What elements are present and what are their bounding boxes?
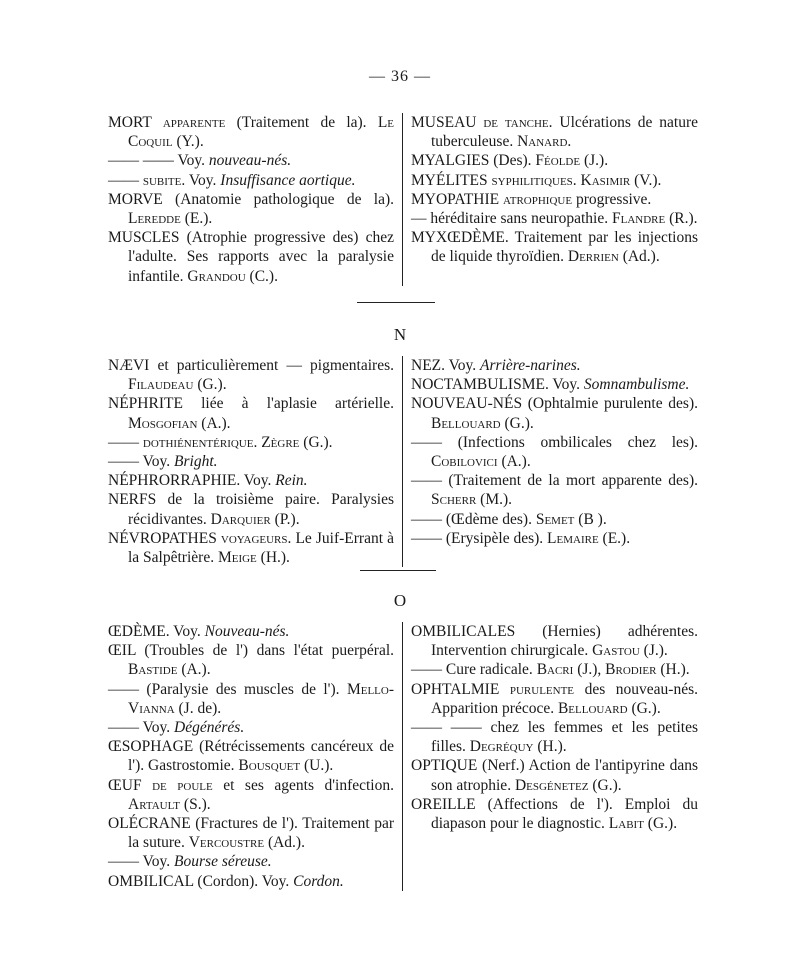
- entry-text: —— Voy.: [108, 853, 175, 871]
- entry-text: (M.).: [476, 491, 513, 509]
- index-entry: [108, 718, 394, 737]
- index-entry: [108, 814, 394, 852]
- index-entry: [108, 433, 394, 452]
- entry-text: —— —— Voy.: [108, 152, 209, 170]
- entry-text: ŒUF: [108, 776, 153, 794]
- entry-text: NOCTAMBULISME. Voy.: [411, 376, 584, 394]
- entry-text: (H.).: [533, 738, 567, 756]
- entry-small-caps: Desgénetez: [514, 776, 589, 794]
- entry-text: MYXŒDÈME. Traitement par les injections de liquide thyroïdien.: [411, 229, 698, 266]
- entry-text: —— (Paralysie des muscles de l').: [108, 680, 347, 698]
- index-entry: [411, 394, 698, 432]
- index-entry: [108, 394, 394, 432]
- entry-small-caps: Bastide: [128, 661, 178, 679]
- index-entry: [108, 490, 394, 528]
- entry-small-caps: Lemaire: [547, 529, 599, 547]
- index-entry: [411, 529, 698, 548]
- entry-italic: Rein.: [275, 472, 308, 490]
- entry-text: NÉVROPATHES: [108, 529, 221, 547]
- entry-text: Le Juif-Errant à la Salpêtrière.: [128, 529, 394, 567]
- entry-text: OMBILICAL (Cordon). Voy.: [108, 872, 294, 890]
- index-entry: [411, 375, 698, 394]
- index-entry: [108, 641, 394, 679]
- index-entry: [411, 433, 698, 471]
- section-n: [108, 356, 698, 567]
- entry-small-caps: Degréquy: [469, 738, 534, 756]
- entry-text: (E.).: [598, 529, 631, 547]
- entry-small-caps: de poule: [152, 776, 213, 794]
- entry-text: des nouveau-nés. Apparition précoce.: [431, 680, 698, 717]
- entry-text: (Ad.).: [618, 248, 660, 266]
- entry-text: (J. de).: [174, 699, 222, 717]
- entry-text: (J.),: [573, 661, 606, 679]
- entry-small-caps: Filaudeau: [128, 376, 194, 394]
- entry-text: (G.).: [643, 815, 678, 833]
- entry-text: OPTIQUE (Nerf.) Action de l'antipyrine dans son atrophie.: [411, 757, 698, 794]
- entry-text: NEZ. Voy.: [411, 357, 481, 374]
- entry-text: et ses agents d'infection.: [212, 776, 394, 794]
- entry-small-caps: dothiénentérique.: [142, 433, 258, 451]
- entry-text: NOUVEAU-NÉS (Ophtalmie purulente des).: [411, 395, 698, 413]
- left-column: [108, 356, 403, 567]
- entry-text: —— (Infections ombilicales chez les).: [411, 433, 698, 451]
- entry-text: Ulcérations de nature tuberculeuse.: [431, 114, 699, 151]
- entry-text: (Ad.).: [264, 834, 305, 852]
- left-column: [108, 113, 403, 286]
- index-entry: [411, 113, 698, 151]
- index-entry: [411, 718, 698, 756]
- index-entry: [108, 872, 394, 891]
- entry-text: (A.).: [177, 661, 211, 679]
- entry-italic: Dégénérés.: [174, 719, 245, 737]
- entry-text: —— (Œdème des).: [411, 510, 536, 528]
- entry-text: ŒIL (Troubles de l') dans l'état puerpéral.: [108, 642, 394, 660]
- entry-text: (H.).: [256, 549, 290, 567]
- entry-text: (G.).: [627, 699, 661, 717]
- index-entry: [108, 171, 394, 190]
- right-column: [403, 113, 698, 286]
- index-entry: [108, 471, 394, 490]
- entry-text: (G.).: [299, 433, 333, 451]
- index-entry: [411, 756, 698, 794]
- entry-small-caps: Zègre: [261, 433, 300, 451]
- entry-small-caps: Mello-Vianna: [128, 680, 394, 717]
- entry-text: ——: [108, 171, 143, 189]
- entry-text: (E.).: [180, 210, 213, 228]
- index-entry: [411, 622, 698, 660]
- index-entry: [108, 151, 394, 170]
- entry-text: NÉPHRITE liée à l'aplasie artérielle.: [108, 395, 394, 413]
- index-entry: [411, 510, 698, 529]
- entry-text: — héréditaire sans neuropathie.: [411, 210, 612, 228]
- entry-text: —— Voy.: [108, 719, 175, 737]
- entry-small-caps: Scherr: [431, 491, 477, 509]
- entry-text: —— (Erysipèle des).: [411, 529, 548, 547]
- entry-text: (H.).: [656, 661, 690, 679]
- entry-text: NÆVI et particulièrement — pigmentaires.: [108, 357, 394, 374]
- entry-text: NÉPHRORRAPHIE. Voy.: [108, 472, 276, 490]
- entry-text: (Traitement de la).: [225, 114, 378, 131]
- entry-small-caps: Darquier: [210, 510, 271, 528]
- entry-text: —— (Traitement de la mort apparente des).: [411, 472, 698, 490]
- entry-text: (J.).: [639, 642, 668, 660]
- entry-small-caps: Bellouard: [431, 414, 501, 432]
- entry-text: Voy.: [185, 171, 221, 189]
- index-entry: [411, 209, 698, 228]
- entry-text: ŒSOPHAGE (Rétrécissements cancéreux de l'). Gastrostomie.: [108, 738, 394, 775]
- entry-text: OLÉCRANE (Fractures de l'). Traitement par la suture.: [108, 815, 394, 852]
- entry-text: —— —— chez les femmes et les petites filles.: [411, 719, 698, 756]
- entry-small-caps: Artault: [128, 795, 181, 813]
- entry-italic: Bright.: [174, 453, 218, 471]
- entry-small-caps: Meige: [217, 549, 257, 567]
- entry-small-caps: Bousquet: [238, 757, 301, 775]
- index-entry: [108, 113, 394, 151]
- entry-text: (Y.).: [172, 133, 204, 151]
- entry-small-caps: Gastou: [592, 642, 640, 660]
- entry-text: OMBILICALES (Hernies) adhérentes. Intervention chirurgicale.: [411, 623, 698, 660]
- entry-italic: Nouveau-nés.: [204, 623, 290, 640]
- entry-text: (C.).: [245, 267, 278, 285]
- entry-text: (G.).: [588, 776, 622, 794]
- entry-italic: nouveau-nés.: [208, 152, 292, 170]
- entry-text: MORVE (Anatomie pathologique de la).: [108, 190, 394, 208]
- index-entry: [108, 452, 394, 471]
- entry-small-caps: apparente: [162, 114, 226, 131]
- section-divider-rule: [360, 570, 436, 571]
- entry-text: (R.).: [665, 210, 698, 228]
- entry-small-caps: Bellouard: [557, 699, 628, 717]
- entry-text: MYÉLITES: [411, 171, 492, 189]
- entry-small-caps: Mosgofian: [128, 414, 198, 432]
- section-o: [108, 622, 698, 891]
- index-entry: [411, 471, 698, 509]
- entry-small-caps: Derrien: [567, 248, 619, 266]
- entry-text: (A.).: [497, 453, 531, 471]
- index-entry: [411, 356, 698, 375]
- entry-small-caps: Le Coquil: [128, 114, 394, 151]
- entry-text: (S.).: [180, 795, 211, 813]
- entry-text: (G.).: [193, 376, 227, 394]
- entry-small-caps: voyageurs.: [220, 529, 292, 547]
- entry-italic: Somnambulisme.: [583, 376, 690, 394]
- index-entry: [108, 680, 394, 718]
- entry-small-caps: Labit: [608, 815, 644, 833]
- entry-small-caps: Féolde: [535, 152, 581, 170]
- entry-italic: Insuffisance aortique.: [220, 171, 356, 189]
- page-number: — 36 —: [369, 68, 431, 85]
- entry-small-caps: purulente: [509, 680, 575, 698]
- index-entry: [108, 190, 394, 228]
- entry-small-caps: Semet: [535, 510, 575, 528]
- index-entry: [411, 228, 698, 266]
- entry-text: MYALGIES (Des).: [411, 152, 536, 170]
- entry-text: ——: [108, 433, 143, 451]
- entry-text: MUSEAU: [411, 114, 484, 131]
- entry-small-caps: de tanche.: [483, 114, 553, 131]
- entry-small-caps: Leredde: [128, 210, 181, 228]
- entry-small-caps: Cobilovici: [431, 453, 498, 471]
- entry-text: progressive.: [572, 190, 652, 208]
- index-entry: [108, 356, 394, 394]
- entry-italic: Arrière-narines.: [480, 357, 581, 374]
- entry-small-caps: Kasimir: [580, 171, 631, 189]
- entry-small-caps: Bacri: [536, 661, 574, 679]
- section-letter-n: N: [393, 325, 407, 344]
- index-entry: [411, 680, 698, 718]
- entry-italic: Bourse séreuse.: [174, 853, 272, 871]
- entry-text: (U.).: [300, 757, 334, 775]
- entry-text: —— Cure radicale.: [411, 661, 537, 679]
- entry-small-caps: syphilitiques.: [491, 171, 577, 189]
- entry-small-caps: Brodier: [605, 661, 657, 679]
- index-entry: [411, 171, 698, 190]
- index-entry: [411, 795, 698, 833]
- entry-text: (V.).: [630, 171, 662, 189]
- entry-text: MYOPATHIE: [411, 190, 504, 208]
- section-letter-o: O: [393, 591, 407, 610]
- entry-text: OPHTALMIE: [411, 680, 510, 698]
- index-entry: [108, 622, 394, 641]
- right-column: [403, 622, 698, 891]
- index-entry: [108, 776, 394, 814]
- section-m: [108, 113, 698, 286]
- index-entry: [411, 190, 698, 209]
- entry-text: MORT: [108, 114, 163, 131]
- index-entry: [411, 151, 698, 170]
- entry-text: ŒDÈME. Voy.: [108, 623, 205, 640]
- entry-small-caps: Flandre: [612, 210, 666, 228]
- entry-italic: Cordon.: [293, 872, 344, 890]
- entry-text: MUSCLES (Atrophie progressive des) chez l'adulte. Ses rapports avec la paralysie infantile.: [108, 229, 394, 285]
- left-column: [108, 622, 403, 891]
- entry-text: (J.).: [580, 152, 609, 170]
- entry-small-caps: Grandou: [187, 267, 246, 285]
- entry-text: (B ).: [574, 510, 607, 528]
- entry-text: (A.).: [197, 414, 231, 432]
- right-column: [403, 356, 698, 567]
- entry-text: NERFS de la troisième paire. Paralysies récidivantes.: [108, 491, 394, 528]
- section-divider-rule: [357, 302, 435, 303]
- entry-small-caps: atrophique: [503, 190, 573, 208]
- index-entry: [411, 660, 698, 679]
- entry-small-caps: subite.: [142, 171, 186, 189]
- entry-text: (G.).: [500, 414, 534, 432]
- entry-text: (P.).: [270, 510, 300, 528]
- index-entry: [108, 852, 394, 871]
- entry-text: —— Voy.: [108, 453, 175, 471]
- entry-small-caps: Nanard.: [517, 133, 572, 151]
- index-entry: [108, 737, 394, 775]
- entry-text: OREILLE (Affections de l'). Emploi du diapason pour le diagnostic.: [411, 795, 698, 833]
- index-entry: [108, 529, 394, 567]
- entry-small-caps: Vercoustre: [188, 834, 265, 852]
- index-entry: [108, 228, 394, 286]
